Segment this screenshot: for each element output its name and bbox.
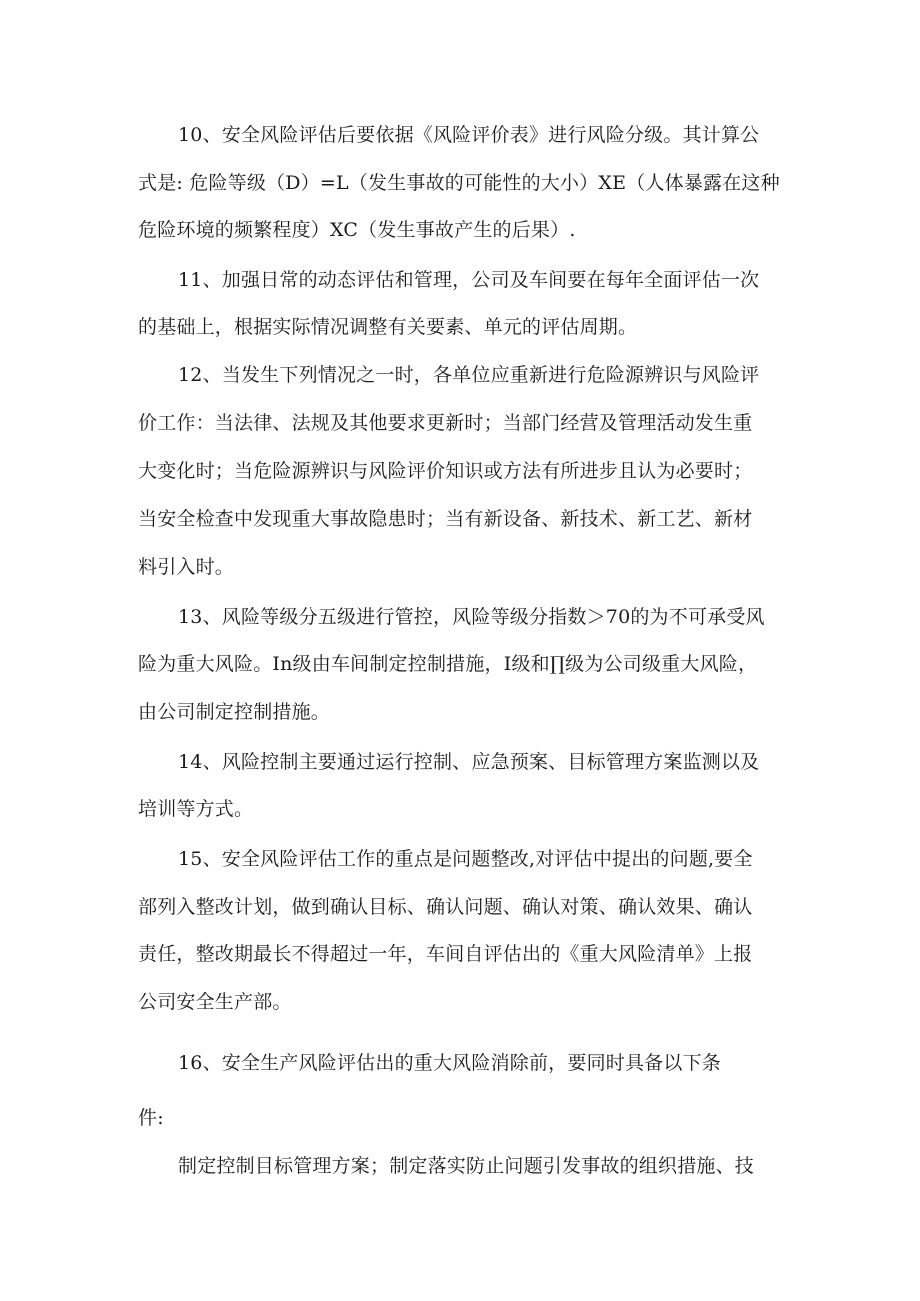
paragraph-15-line-2: 部列入整改计划，做到确认目标、确认问题、确认对策、确认效果、确认 bbox=[138, 896, 753, 918]
paragraph-10-line-2: 式是: 危险等级（D）=L（发生事故的可能性的大小）XE（人体暴露在这种 bbox=[138, 172, 780, 194]
paragraph-10-line-1: 10、安全风险评估后要依据《风险评价表》进行风险分级。其计算公 bbox=[178, 124, 760, 146]
paragraph-12-line-2: 价工作：当法律、法规及其他要求更新时；当部门经营及管理活动发生重 bbox=[138, 412, 753, 434]
paragraph-12-line-3: 大变化时；当危险源辨识与风险评价知识或方法有所进步且认为必要时； bbox=[138, 460, 753, 482]
paragraph-15-line-1: 15、安全风险评估工作的重点是问题整改,对评估中提出的问题,要全 bbox=[178, 848, 753, 870]
paragraph-15-line-4: 公司安全生产部。 bbox=[138, 991, 292, 1013]
paragraph-14-line-1: 14、风险控制主要通过运行控制、应急预案、目标管理方案监测以及 bbox=[178, 751, 760, 773]
paragraph-12-line-1: 12、当发生下列情况之一时，各单位应重新进行危险源辨识与风险评 bbox=[178, 364, 760, 386]
paragraph-13-line-1: 13、风险等级分五级进行管控，风险等级分指数＞70的为不可承受风 bbox=[178, 606, 765, 628]
paragraph-16-line-1: 16、安全生产风险评估出的重大风险消除前，要同时具备以下条 bbox=[178, 1052, 721, 1074]
paragraph-12-line-5: 料引入时。 bbox=[138, 556, 235, 578]
paragraph-13-line-2: 险为重大风险。In级由车间制定控制措施，I级和∏级为公司级重大风险， bbox=[138, 653, 758, 675]
paragraph-11-line-1: 11、加强日常的动态评估和管理，公司及车间要在每年全面评估一次 bbox=[178, 269, 760, 291]
paragraph-15-line-3: 责任，整改期最长不得超过一年，车间自评估出的《重大风险清单》上报 bbox=[138, 943, 753, 965]
paragraph-12-line-4: 当安全检查中发现重大事故隐患时；当有新设备、新技术、新工艺、新材 bbox=[138, 508, 753, 530]
paragraph-16-line-2: 件: bbox=[138, 1107, 164, 1129]
paragraph-11-line-2: 的基础上，根据实际情况调整有关要素、单元的评估周期。 bbox=[138, 316, 638, 338]
paragraph-13-line-3: 由公司制定控制措施。 bbox=[138, 701, 331, 723]
paragraph-17-line-1: 制定控制目标管理方案；制定落实防止问题引发事故的组织措施、技 bbox=[178, 1155, 755, 1177]
paragraph-14-line-2: 培训等方式。 bbox=[138, 798, 254, 820]
paragraph-10-line-3: 危险环境的频繁程度）XC（发生事故产生的后果）. bbox=[138, 219, 576, 241]
